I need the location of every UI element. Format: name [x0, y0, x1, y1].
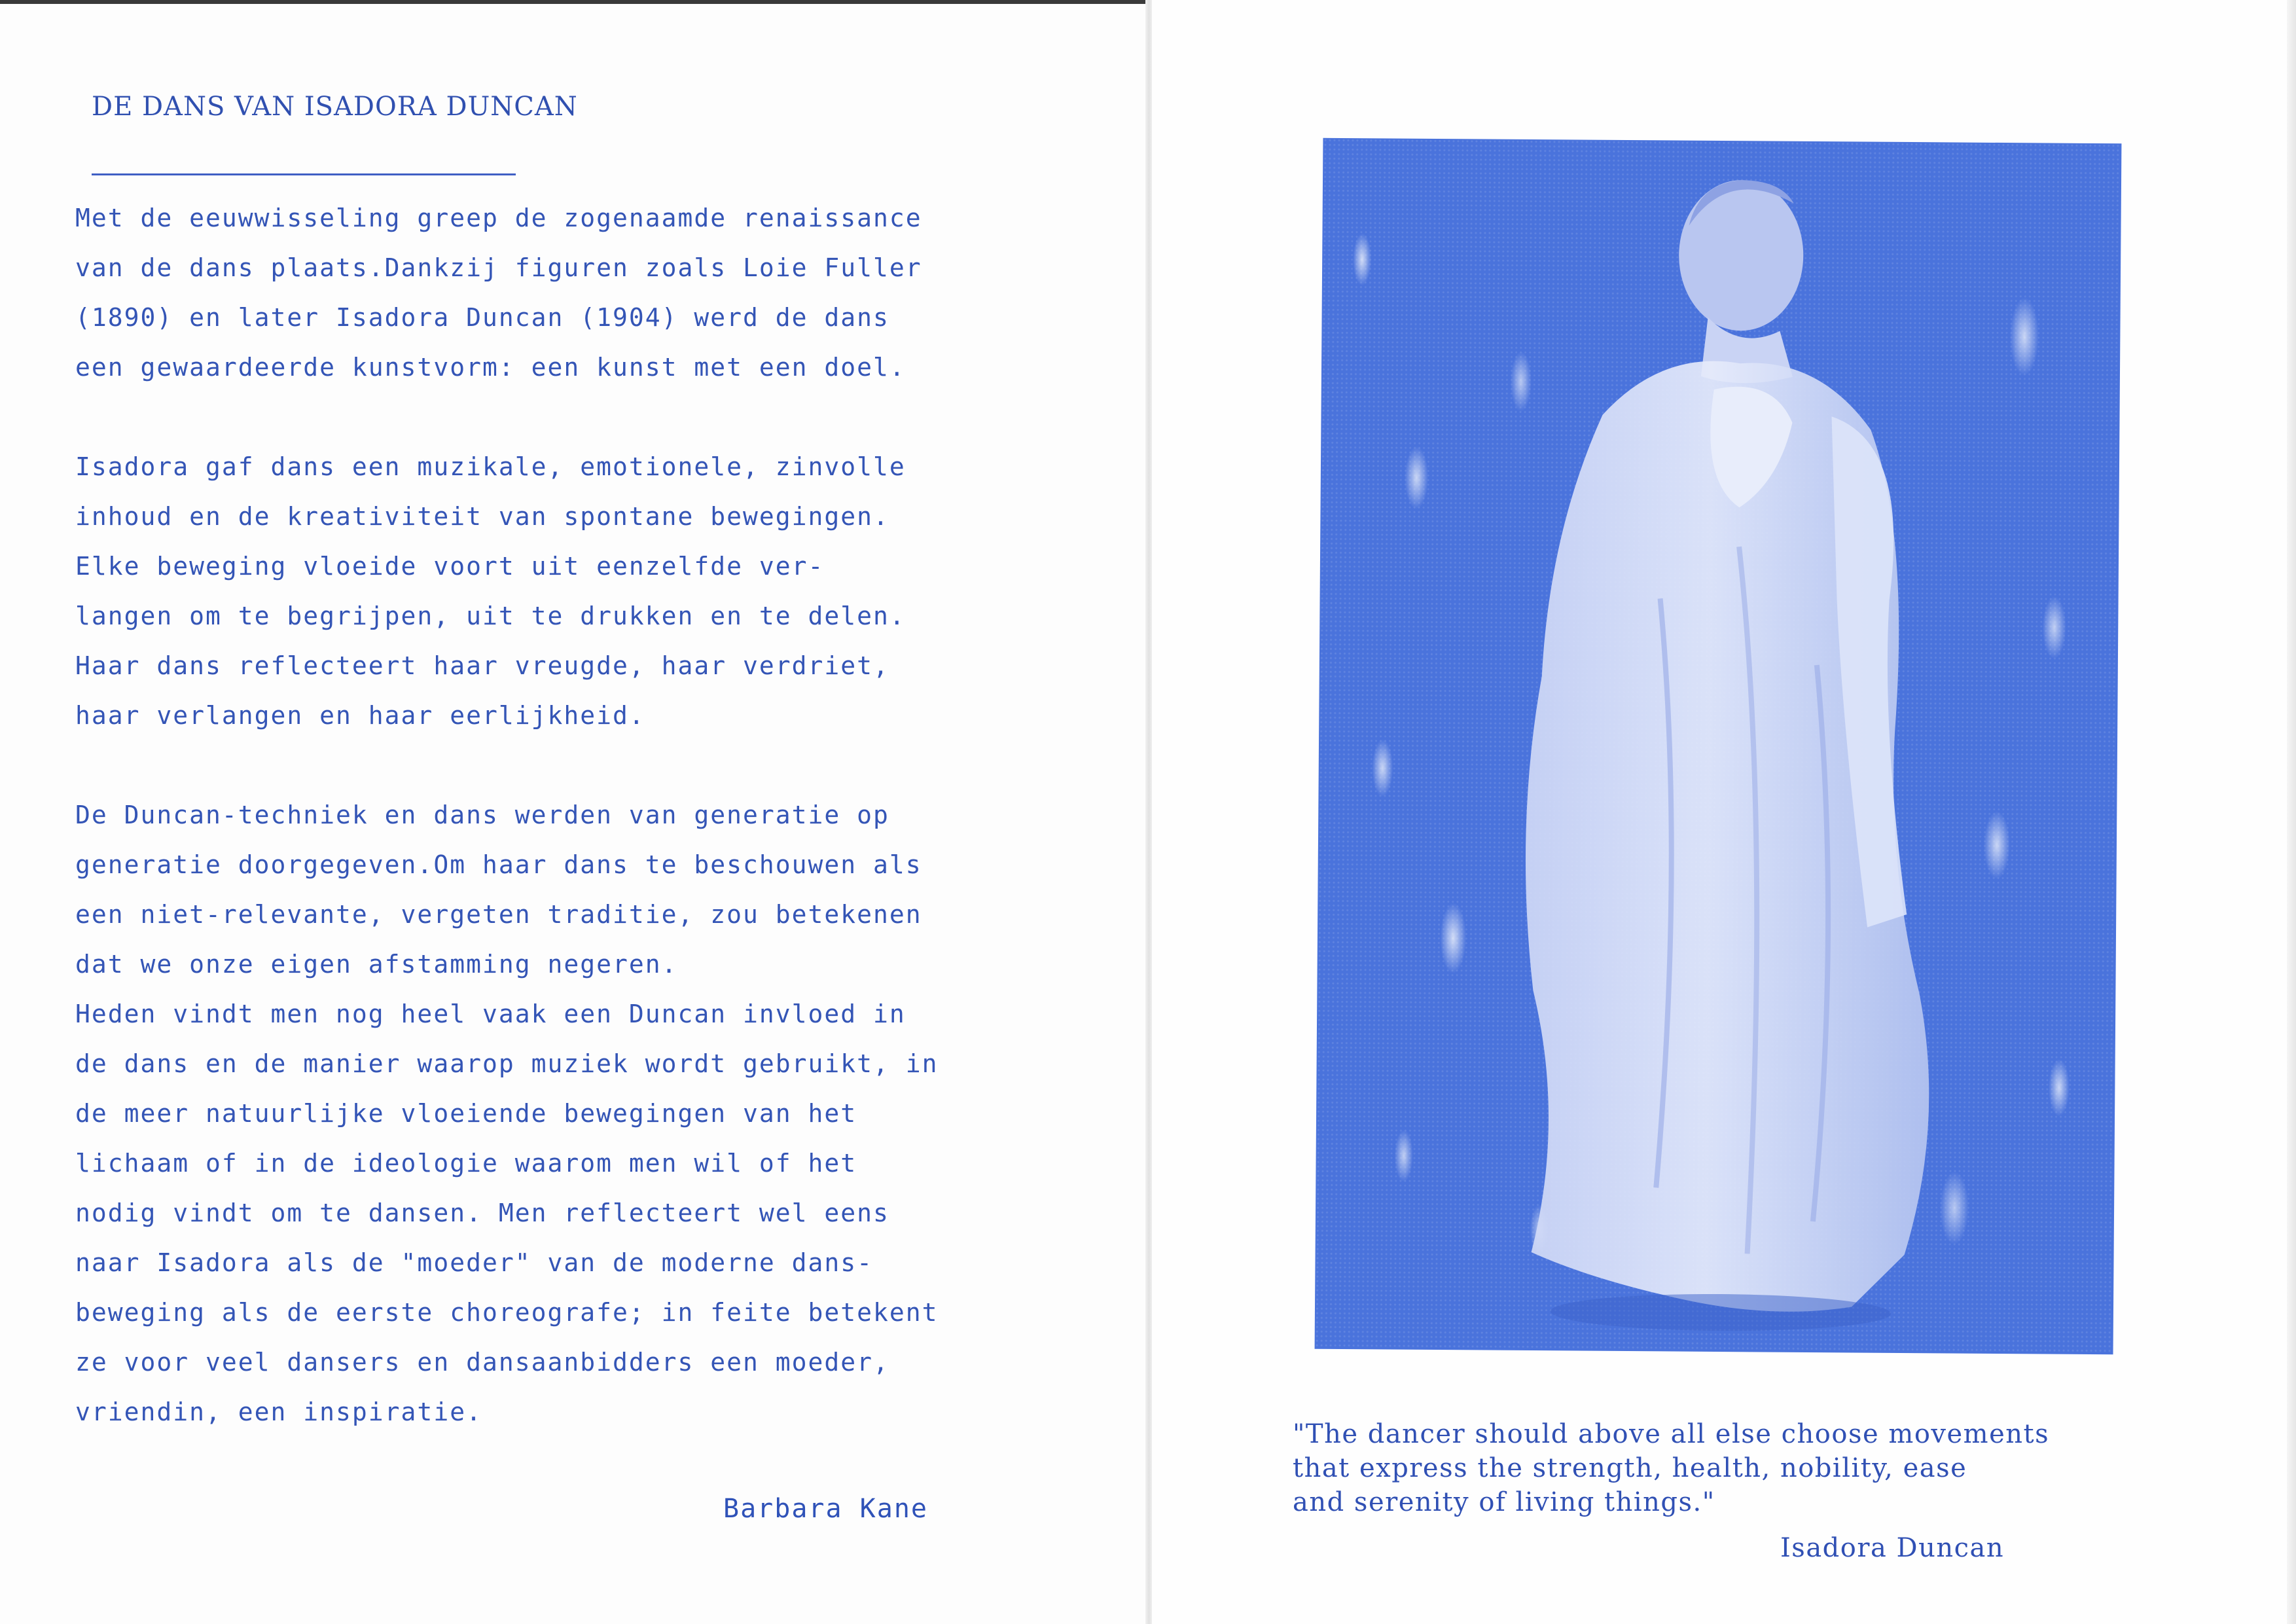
paragraph-2: Isadora gaf dans een muzikale, emotionele, zinvolle inhoud en de kreativiteit van spontane bewegingen. Elke beweging vloeide voort uit eenzelfde ver- langen om te begrijpen, uit te drukken en te delen. Haar dans reflecteert haar vreugde, haar verdriet, haar verlangen en haar eerlijkheid. [75, 452, 906, 730]
article-body [75, 193, 1005, 1437]
dancer-quote: "The dancer should above all else choose movements that express the strength, health, nobility, ease and serenity of living things." [1293, 1419, 2050, 1517]
dancer-photo-icon [1315, 138, 2122, 1354]
quote-author: Isadora Duncan [1780, 1533, 2005, 1563]
dancer-figure-icon [1315, 138, 2122, 1354]
page-right-edge [2287, 0, 2296, 1624]
paragraph-1: Met de eeuwwisseling greep de zogenaamde renaissance van de dans plaats.Dankzij figuren zoals Loie Fuller (1890) en later Isadora Duncan (1904) werd de dans een gewaardeerde kunstvorm: een kunst met een doel. [75, 204, 922, 382]
page-top-edge [0, 0, 1147, 4]
paragraph-3: De Duncan-techniek en dans werden van generatie op generatie doorgegeven.Om haar dans te beschouwen als een niet-relevante, vergeten traditie, zou betekenen dat we onze eigen afstamming negeren. [75, 801, 922, 979]
title-underline [92, 173, 516, 175]
page-title: DE DANS VAN ISADORA DUNCAN [92, 92, 578, 122]
paragraph-4: Heden vindt men nog heel vaak een Duncan invloed in de dans en de manier waarop muziek wordt gebruikt, in de meer natuurlijke vloeiende bewegingen van het lichaam of in de ideologie waarom men wil of het nodig vindt om te dansen. Men reflecteert wel eens naar Isadora als de "moeder" van de moderne dans- beweging als de eerste choreografe; in feite betekent ze voor veel dansers en dansaanbidders een moeder, vriendin, een inspiratie. [75, 1000, 939, 1426]
article-author: Barbara Kane [723, 1494, 928, 1524]
left-page [0, 0, 1147, 1624]
